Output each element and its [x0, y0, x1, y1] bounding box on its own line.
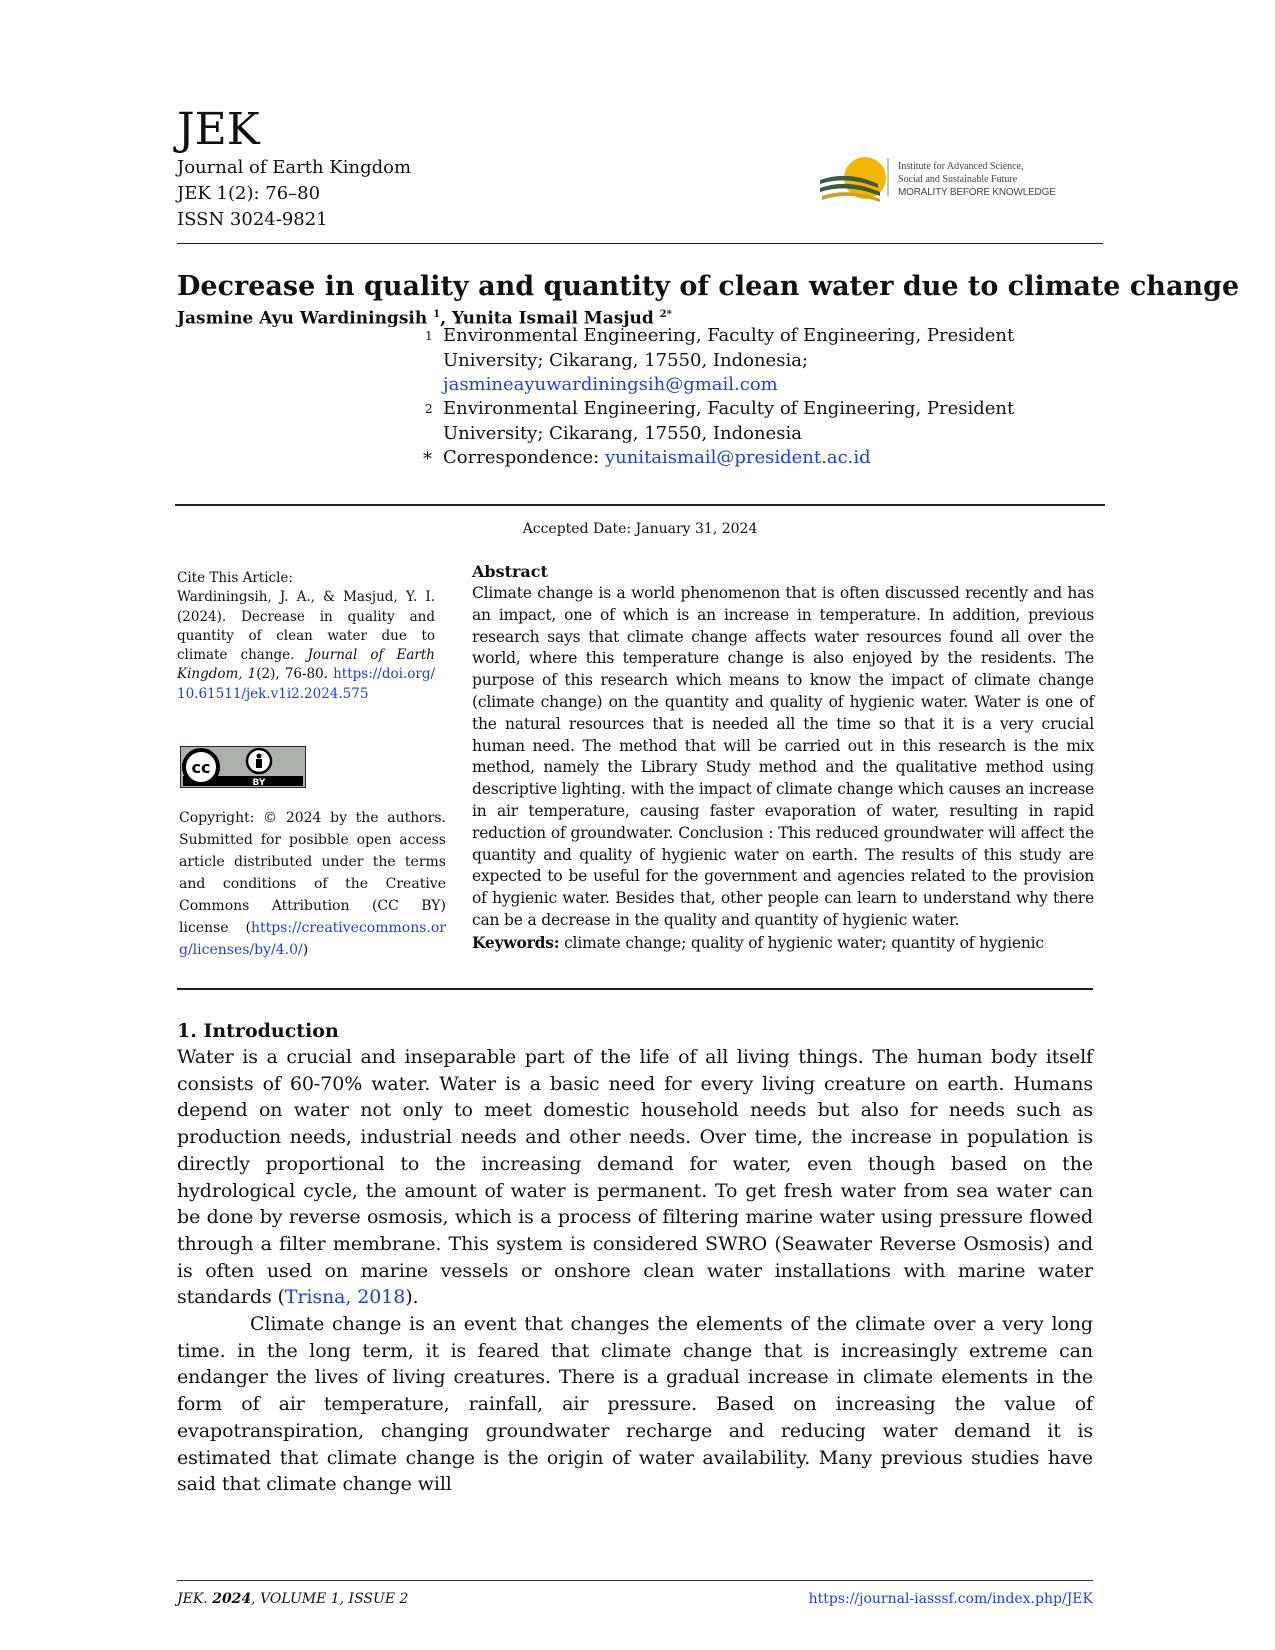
logo-line-2: Social and Sustainable Future [898, 174, 1018, 185]
affiliation-text: Environmental Engineering, Faculty of Engineering, President University; Cikarang, 17550, Indonesia; [443, 325, 1015, 371]
correspondence-label: Correspondence: [443, 447, 605, 468]
author-name: Yunita Ismail Masjud [451, 308, 654, 329]
copyright-close: ) [302, 942, 309, 958]
footer-journal-url[interactable]: https://journal-iasssf.com/index.php/JEK [808, 1591, 1093, 1607]
footer-volume-issue: , VOLUME 1, ISSUE 2 [251, 1591, 409, 1607]
doi-link[interactable]: https://doi.org/10.61511/jek.v1i2.2024.575 [177, 666, 436, 702]
abstract-text: Climate change is a world phenomenon that is often discussed recently and has an impact, one of which is an increase in temperature. In addition, previous research says that climate change affects water resources found all over the world, where this temperature change is also enjoyed by the residents. The purpose of this research which means to know the impact of climate change (climate change) on the quantity and quality of hygienic water. Water is one of the natural resources that is needed all the time so that it is a very crucial human need. The method that will be carried out in this research is the mix method, namely the Library Study method and the qualitative method using descriptive lighting. with the impact of climate change which causes an increase in air temperature, causing faster evaporation of water, resulting in rapid reduction of groundwater. Conclusion : This reduced groundwater will affect the quantity and quality of hygienic water on earth. The results of this study are expected to be useful for the government and agencies related to the provision of hygienic water. Besides that, other people can learn to understand why there can be a decrease in the quality and quantity of hygienic water. [472, 584, 1094, 929]
journal-name: Journal of Earth Kingdom [177, 157, 412, 178]
by-text: BY [252, 778, 266, 788]
intro-paragraph-2: Climate change is an event that changes the elements of the climate over a very long time. in the long term, it is feared that climate change that is increasingly extreme can endanger the lives of living creatures. There is a gradual increase in climate elements in the form of air temperature, rainfall, air pressure. Based on increasing the value of evapotranspiration, changing groundwater recharge and reducing water demand it is estimated that climate change is the origin of water availability. Many previous studies have said that climate change will [177, 1313, 1093, 1496]
citation-journal: Journal of Earth Kingdom, 1 [177, 647, 435, 683]
title-divider [175, 504, 1105, 506]
footer-year: 2024 [212, 1591, 252, 1607]
keywords-label: Keywords: [472, 932, 560, 952]
abstract-body [472, 583, 1094, 955]
correspondence [423, 446, 1043, 471]
citation-block [177, 569, 435, 704]
citation-issue: (2), 76-80. [256, 666, 328, 683]
affiliation-2 [425, 397, 1043, 446]
journal-abbreviation: JEK [177, 104, 260, 155]
intro-paragraph-1 [177, 1044, 1093, 1311]
header-divider [177, 243, 1103, 244]
abstract-divider [177, 988, 1093, 990]
journal-volume-pages: JEK 1(2): 76–80 [177, 183, 321, 204]
author-name: Jasmine Ayu Wardiningsih [177, 308, 428, 329]
author-list: Jasmine Ayu Wardiningsih $^1$, Yunita Ismail Masjud $^{2*}$ [177, 308, 672, 329]
author-affiliation-mark: 1 [433, 309, 441, 320]
cc-by-license-badge[interactable] [180, 746, 306, 788]
intro-p1-end: ). [405, 1286, 419, 1309]
correspondence-email-link[interactable]: yunitaismail@president.ac.id [604, 447, 871, 468]
reference-link-trisna[interactable]: Trisna, 2018 [284, 1286, 406, 1309]
accepted-date: Accepted Date: January 31, 2024 [522, 521, 758, 537]
section-heading-introduction: 1. Introduction [177, 1020, 339, 1042]
keywords-text: climate change; quality of hygienic water; quantity of hygienic [564, 933, 1044, 952]
journal-issn: ISSN 3024-9821 [177, 209, 328, 230]
author-email-link[interactable]: jasmineayuwardiningsih@gmail.com [443, 374, 778, 395]
copyright-text: Copyright: © 2024 by the authors. Submitted for posibble open access article distributed under the terms and conditions of the Creative Commons Attribution (CC BY) license ( [179, 810, 446, 936]
footer-divider [177, 1580, 1093, 1581]
affiliation-text: Environmental Engineering, Faculty of Engineering, President University; Cikarang, 17550, Indonesia [443, 398, 1015, 444]
footer-journal-info [177, 1589, 408, 1609]
citation-reference: Wardiningsih, J. A., & Masjud, Y. I. (2024). Decrease in quality and quantity of clean water due to climate change. [177, 589, 435, 664]
logo-motto: MORALITY BEFORE KNOWLEDGE [898, 187, 1056, 198]
citation-label: Cite This Article: [177, 570, 293, 586]
citation-text [177, 588, 435, 704]
intro-p1-text: Water is a crucial and inseparable part of the life of all living things. The human body itself consists of 60-70% water. Water is a basic need for every living creature on earth. Humans depend on water not only to meet domestic household needs but also for needs such as production needs, industrial needs and other needs. Over time, the increase in population is directly proportional to the increasing demand for water, even though based on the hydrological cycle, the amount of water is permanent. To get fresh water from sea water can be done by reverse osmosis, which is a process of filtering marine water using pressure flowed through a filter membrane. This system is considered SWRO (Seawater Reverse Osmosis) and is often used on marine vessels or onshore clean water installations with marine water standards ( [177, 1046, 1093, 1309]
copyright-notice [179, 807, 446, 961]
affiliation-mark: 2 [425, 402, 433, 416]
license-link[interactable]: https://creativecommons.org/licenses/by/4.0/ [179, 920, 446, 958]
cc-text: cc [191, 758, 211, 777]
affiliation-mark: 1 [425, 329, 433, 343]
logo-line-1: Institute for Advanced Science, [898, 161, 1024, 172]
author-affiliation-mark: 2* [659, 309, 672, 320]
affiliation-1 [425, 324, 1043, 398]
footer-prefix: JEK. [177, 1591, 213, 1607]
abstract-heading: Abstract [472, 562, 548, 581]
correspondence-mark: * [423, 449, 432, 470]
paper-title: Decrease in quality and quantity of clean water due to climate change [177, 271, 1240, 302]
institute-logo-text [898, 160, 1056, 199]
